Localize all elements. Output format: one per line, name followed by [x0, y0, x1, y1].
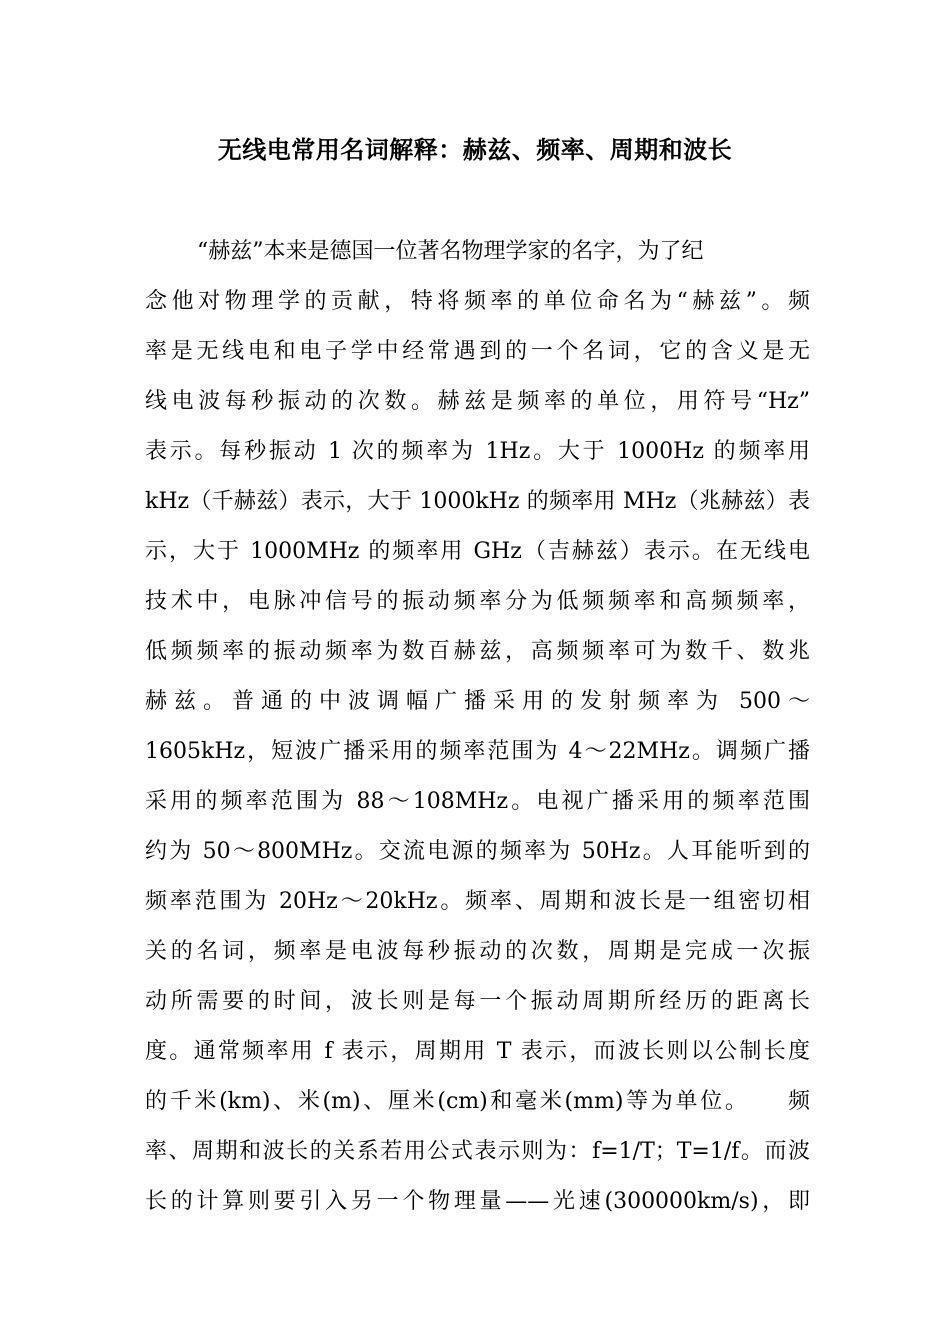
paragraph-line: 技术中，电脉冲信号的振动频率分为低频频率和高频频率， — [145, 589, 810, 614]
paragraph-line: 念他对物理学的贡献，特将频率的单位命名为“赫兹”。频 — [145, 289, 810, 314]
paragraph-line: 示，大于 1000MHz 的频率用 GHz（吉赫兹）表示。在无线电 — [145, 539, 810, 564]
paragraph-line: 1605kHz，短波广播采用的频率范围为 4～22MHz。调频广播 — [145, 739, 810, 764]
paragraph-line: 赫兹。普通的中波调幅广播采用的发射频率为 500～ — [145, 689, 810, 714]
paragraph-line: 表示。每秒振动 1 次的频率为 1Hz。大于 1000Hz 的频率用 — [145, 439, 810, 464]
paragraph-line: 动所需要的时间，波长则是每一个振动周期所经历的距离长 — [145, 989, 810, 1014]
paragraph-line: 频率范围为 20Hz～20kHz。频率、周期和波长是一组密切相 — [145, 889, 810, 914]
document-title: 无线电常用名词解释：赫兹、频率、周期和波长 — [217, 136, 733, 164]
paragraph-line: 关的名词，频率是电波每秒振动的次数，周期是完成一次振 — [145, 939, 810, 964]
paragraph-line: “赫兹”本来是德国一位著名物理学家的名字，为了纪 — [197, 239, 704, 264]
paragraph-line: 采用的频率范围为 88～108MHz。电视广播采用的频率范围 — [145, 789, 810, 814]
paragraph-line: 长的计算则要引入另一个物理量——光速(300000km/s)，即 — [145, 1189, 810, 1214]
paragraph-line: 的千米(km)、米(m)、厘米(cm)和毫米(mm)等为单位。 频 — [145, 1089, 810, 1114]
paragraph-line: 率是无线电和电子学中经常遇到的一个名词，它的含义是无 — [145, 339, 810, 364]
paragraph-line: 约为 50～800MHz。交流电源的频率为 50Hz。人耳能听到的 — [145, 839, 810, 864]
paragraph-line: 率、周期和波长的关系若用公式表示则为：f=1/T；T=1/f。而波 — [145, 1139, 810, 1164]
document-body — [145, 227, 810, 1227]
paragraph-line: kHz（千赫兹）表示，大于 1000kHz 的频率用 MHz（兆赫兹）表 — [145, 489, 810, 514]
paragraph-line: 度。通常频率用 f 表示，周期用 T 表示，而波长则以公制长度 — [145, 1039, 810, 1064]
paragraph-line: 线电波每秒振动的次数。赫兹是频率的单位，用符号“Hz” — [145, 389, 810, 414]
paragraph-line: 低频频率的振动频率为数百赫兹，高频频率可为数千、数兆 — [145, 639, 810, 664]
